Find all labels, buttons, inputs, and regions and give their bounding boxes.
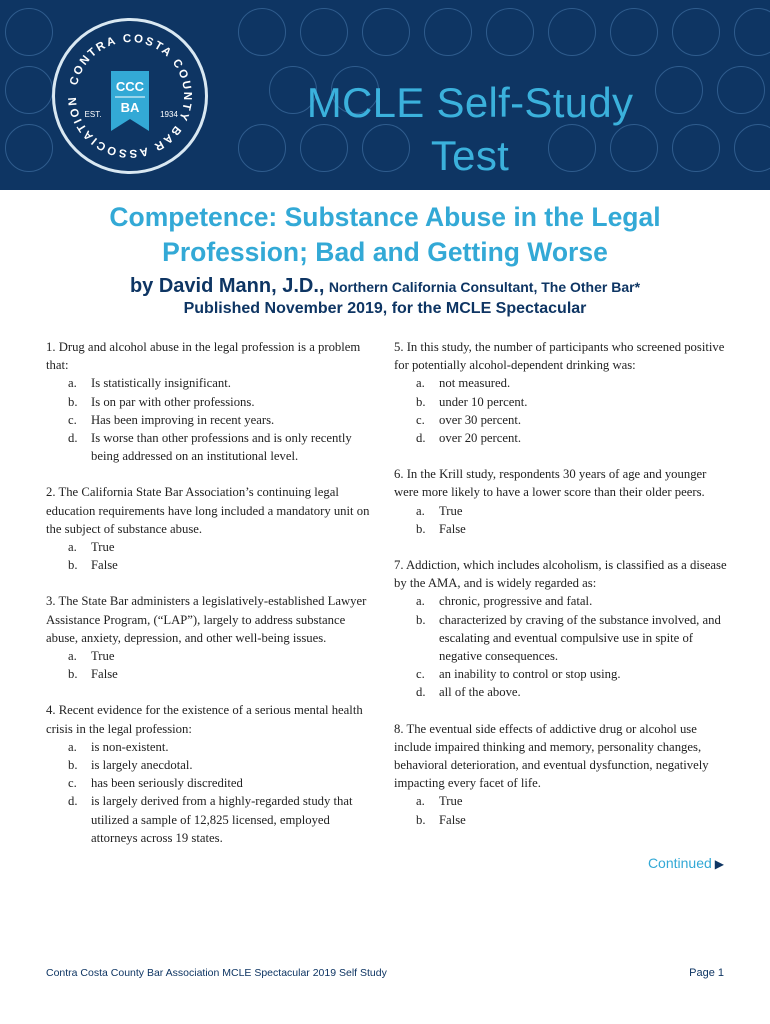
option-letter: c. (416, 667, 425, 682)
answer-option[interactable] (46, 738, 376, 756)
answer-options (394, 502, 734, 538)
option-letter: a. (68, 739, 77, 754)
answer-option[interactable] (394, 393, 734, 411)
decorative-circle (655, 66, 703, 114)
answer-option[interactable] (394, 665, 734, 683)
option-text: True (439, 794, 463, 809)
decorative-circle (548, 8, 596, 56)
answer-options (46, 738, 376, 847)
triangle-right-icon: ▶ (714, 857, 724, 871)
answer-option[interactable] (46, 429, 376, 465)
option-letter: b. (68, 758, 78, 773)
answer-option[interactable] (394, 683, 734, 701)
answer-option[interactable] (46, 538, 376, 556)
author-affiliation: Northern California Consultant, The Other Bar* (328, 279, 641, 295)
option-text: True (91, 540, 115, 555)
question-text: 7. Addiction, which includes alcoholism, is classified as a disease by the AMA, and is widely regarded as: (394, 558, 727, 591)
decorative-circle (717, 66, 765, 114)
option-letter: a. (416, 376, 425, 391)
option-letter: d. (416, 685, 426, 700)
option-letter: b. (68, 558, 78, 573)
seal-center-top: CCC (115, 79, 145, 94)
option-text: Is statistically insignificant. (91, 376, 231, 391)
option-letter: d. (68, 431, 78, 446)
question-3 (46, 592, 376, 683)
author-byline (20, 275, 750, 298)
answer-options (394, 592, 734, 701)
option-letter: d. (68, 794, 78, 809)
option-text: is non-existent. (91, 739, 169, 754)
seal-ring-text: CONTRA COSTA COUNTY BAR ASSOCIATION (66, 32, 194, 160)
option-letter: a. (416, 794, 425, 809)
option-letter: b. (416, 394, 426, 409)
option-letter: b. (416, 612, 426, 627)
question-text: 5. In this study, the number of participants who screened positive for potentially alcohol-dependent drinking was: (394, 340, 725, 373)
option-text: chronic, progressive and fatal. (439, 594, 593, 609)
footer-text: Contra Costa County Bar Association MCLE Spectacular 2019 Self Study (46, 967, 387, 979)
option-letter: c. (68, 776, 77, 791)
seal-est-label: EST. (84, 110, 102, 119)
option-text: False (439, 812, 466, 827)
question-4 (46, 701, 376, 847)
option-letter: a. (68, 376, 77, 391)
document-title (30, 200, 740, 270)
question-text: 1. Drug and alcohol abuse in the legal profession is a problem that: (46, 340, 361, 373)
decorative-circle (238, 124, 286, 172)
option-text: an inability to control or stop using. (439, 667, 621, 682)
option-text: False (91, 558, 118, 573)
header-title-line1: MCLE Self-Study (306, 79, 634, 126)
option-text: True (439, 503, 463, 518)
publication-note: Published November 2019, for the MCLE Spectacular (183, 300, 587, 317)
question-text: 8. The eventual side effects of addictive drug or alcohol use include impaired thinking and memory, personality changes, behavioral deterioration, and eventual dysfunction, negatively impacting every facet of life. (394, 721, 709, 791)
option-text: is largely derived from a highly-regarded study that utilized a sample of 12,825 licensed, employed attorneys across 19 states. (91, 794, 353, 845)
decorative-circle (5, 66, 53, 114)
option-letter: b. (68, 394, 78, 409)
option-text: is largely anecdotal. (91, 758, 193, 773)
answer-options (394, 374, 734, 447)
document-title-line2: Profession; Bad and Getting Worse (162, 237, 608, 267)
option-letter: a. (416, 503, 425, 518)
option-text: False (91, 667, 118, 682)
question-text: 6. In the Krill study, respondents 30 years of age and younger were more likely to have a lower score than their older peers. (394, 467, 707, 500)
option-letter: a. (68, 540, 77, 555)
document-title-line1: Competence: Substance Abuse in the Legal (109, 202, 661, 232)
option-letter: a. (416, 594, 425, 609)
questions-column-left (46, 338, 376, 865)
option-letter: a. (68, 649, 77, 664)
question-text: 4. Recent evidence for the existence of a serious mental health crisis in the legal profession: (46, 703, 363, 736)
questions-column-right (394, 338, 734, 847)
decorative-circle (610, 8, 658, 56)
decorative-circle (300, 8, 348, 56)
option-text: all of the above. (439, 685, 521, 700)
answer-option[interactable] (46, 756, 376, 774)
question-1 (46, 338, 376, 465)
question-8 (394, 720, 734, 829)
decorative-circle (734, 8, 770, 56)
answer-option[interactable] (46, 792, 376, 847)
answer-option[interactable] (394, 611, 734, 666)
question-text: 3. The State Bar administers a legislatively-established Lawyer Assistance Program, (“LAP”), largely to address substance abuse, anxiety, depression, and other well-being issues. (46, 594, 367, 645)
answer-options (46, 374, 376, 465)
seal-graphic (55, 21, 205, 171)
answer-option[interactable] (46, 374, 376, 392)
option-letter: c. (68, 412, 77, 427)
answer-option[interactable] (394, 429, 734, 447)
page-number: Page 1 (689, 967, 724, 979)
option-letter: b. (416, 521, 426, 536)
decorative-circle (672, 8, 720, 56)
question-text: 2. The California State Bar Association’s continuing legal education requirements have long included a mandatory unit on the subject of substance abuse. (46, 485, 370, 536)
decorative-circle (5, 8, 53, 56)
decorative-circle (734, 124, 770, 172)
option-text: characterized by craving of the substance involved, and escalating and eventual compulsive use in spite of negative consequences. (439, 612, 721, 664)
answer-option[interactable] (394, 811, 734, 829)
question-6 (394, 465, 734, 538)
option-text: Has been improving in recent years. (91, 412, 275, 427)
answer-options (394, 792, 734, 828)
question-2 (46, 483, 376, 574)
option-text: over 30 percent. (439, 412, 522, 427)
answer-options (46, 647, 376, 683)
decorative-circle (238, 8, 286, 56)
answer-option[interactable] (394, 792, 734, 810)
answer-option[interactable] (46, 774, 376, 792)
option-letter: b. (416, 812, 426, 827)
decorative-circle (5, 124, 53, 172)
decorative-circle (672, 124, 720, 172)
answer-option[interactable] (46, 665, 376, 683)
option-letter: c. (416, 412, 425, 427)
option-text: not measured. (439, 376, 511, 391)
answer-option[interactable] (394, 520, 734, 538)
continued-label: Continued (647, 855, 712, 871)
answer-option[interactable] (394, 502, 734, 520)
answer-option[interactable] (46, 556, 376, 574)
question-5 (394, 338, 734, 447)
option-text: Is on par with other professions. (91, 394, 255, 409)
option-text: has been seriously discredited (91, 776, 243, 791)
option-text: under 10 percent. (439, 394, 528, 409)
seal-year: 1934 (160, 110, 178, 119)
option-letter: d. (416, 431, 426, 446)
answer-option[interactable] (46, 647, 376, 665)
header-banner (0, 0, 770, 190)
option-text: False (439, 521, 466, 536)
option-letter: b. (68, 667, 78, 682)
seal-center-bottom: BA (120, 100, 140, 115)
option-text: True (91, 649, 115, 664)
header-title (290, 76, 650, 182)
question-7 (394, 556, 734, 702)
answer-option[interactable] (46, 411, 376, 429)
header-title-line2: Test (430, 132, 510, 179)
continued-link[interactable] (648, 855, 724, 871)
bar-association-seal (52, 18, 208, 174)
answer-options (46, 538, 376, 574)
answer-option[interactable] (394, 592, 734, 610)
decorative-circle (486, 8, 534, 56)
author-name: by David Mann, J.D., (129, 275, 325, 297)
answer-option[interactable] (46, 393, 376, 411)
option-text: Is worse than other professions and is only recently being addressed on an institutional level. (91, 431, 352, 464)
decorative-circle (424, 8, 472, 56)
option-text: over 20 percent. (439, 431, 522, 446)
decorative-circle (362, 8, 410, 56)
answer-option[interactable] (394, 411, 734, 429)
answer-option[interactable] (394, 374, 734, 392)
